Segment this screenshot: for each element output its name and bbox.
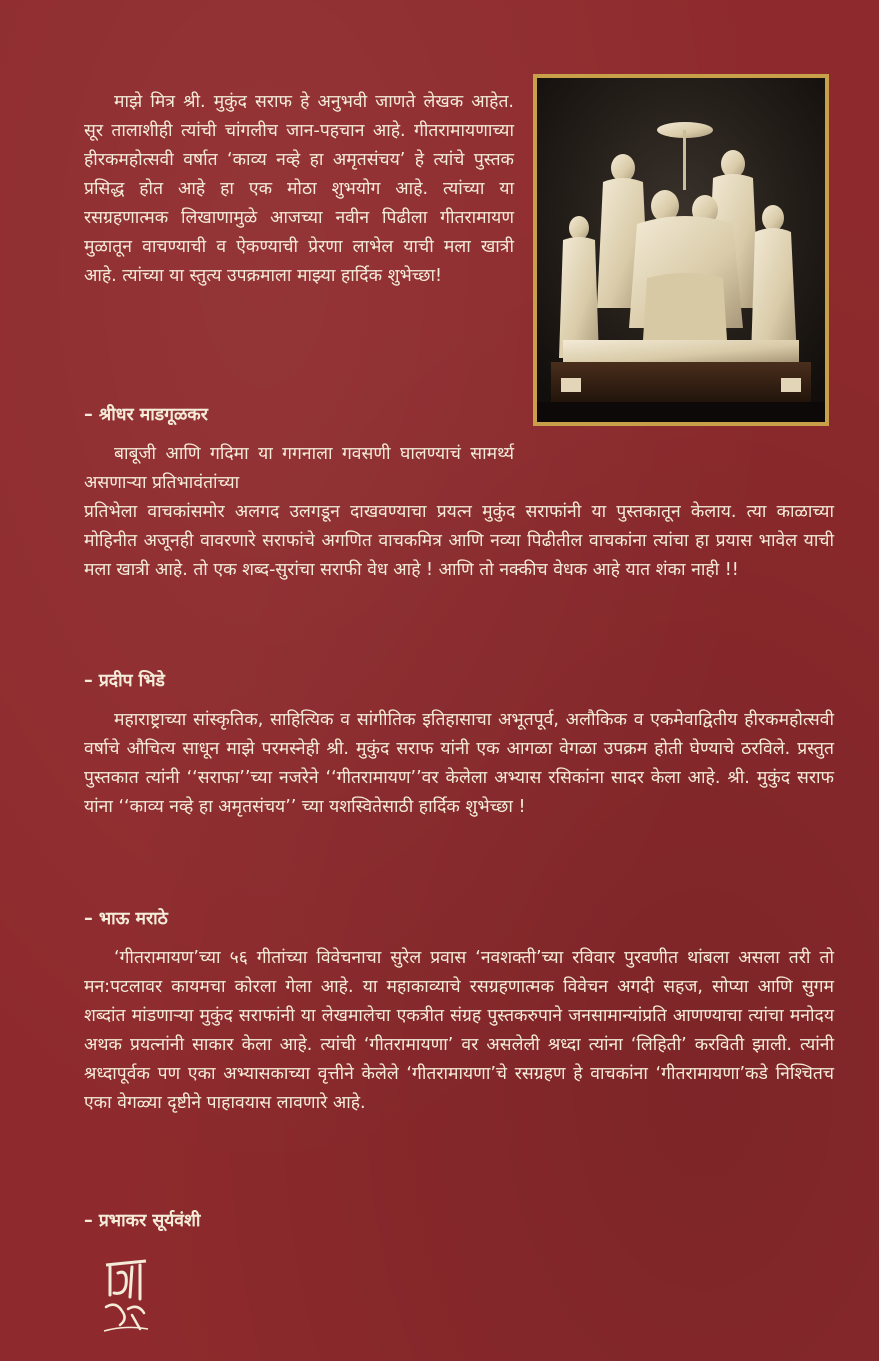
quote-4-text: [84, 944, 834, 1118]
quote-2-author: – प्रदीप भिडे: [84, 671, 165, 691]
quote-2-text-rest: [84, 498, 834, 585]
quote-3-author: – भाऊ मराठे: [84, 909, 168, 929]
quote-2-paragraph-rest: प्रतिभेला वाचकांसमोर अलगद उलगडून दाखवण्याचा प्रयत्न मुकुंद सराफांनी या पुस्तकातून केलाय. त्या काळाच्या मोहिनीत अजूनही वावरणारे सराफांचे अगणित वाचकमित्र आणि नव्या पिढीतील वाचकांना त्यांचा हा प्रयास भावेल याची मला खात्री आहे. तो एक शब्द-सुरांचा सराफी वेध आहे ! आणि तो नक्कीच वेधक आहे यात शंका नाही !!: [84, 502, 834, 580]
quote-4-paragraph: ‘गीतरामायण’च्या ५६ गीतांच्या विवेचनाचा सुरेल प्रवास ‘नवशक्ती’च्या रविवार पुरवणीत थांबला असला तरी तो मन:पटलावर कायमचा कोरला गेला आहे. या महाकाव्याचे रसग्रहणात्मक विवेचन अगदी सहज, सोप्या आणि सुगम शब्दांत मांडणाऱ्या मुकुंद सराफांनी या लेखमालेचा एकत्रीत संग्रह पुस्तकरुपाने जनसामान्यांप्रति आणण्याचा त्यांचा मनोदय अथक प्रयत्नांनी साकार केला आहे. त्यांची ‘गीतरामायणा’ वर असलेली श्रध्दा त्यांना ‘लिहिती’ करविती झाली. त्यांनी श्रध्दापूर्वक पण एका अभ्यासकाच्या वृत्तीने केलेले ‘गीतरामायणा’चे रसग्रहण हे वाचकांना ‘गीतरामायणा’कडे निश्चितच एका वेगळ्या दृष्टीने पाहावयास लावणारे आहे.: [84, 948, 834, 1113]
vijay-prakashan-logo-icon: [100, 1255, 152, 1335]
quote-4-author: – प्रभाकर सूर्यवंशी: [84, 1211, 201, 1231]
quote-2-paragraph-top: बाबूजी आणि गदिमा या गगनाला गवसणी घालण्याचं सामर्थ्य असणाऱ्या प्रतिभावंतांच्या: [84, 444, 514, 493]
quote-1-paragraph: माझे मित्र श्री. मुकुंद सराफ हे अनुभवी जाणते लेखक आहेत. सूर तालाशीही त्यांची चांगलीच जान-पहचान आहे. गीतरामायणाच्या हीरकमहोत्सवी वर्षात ‘काव्य नव्हे हा अमृतसंचय’ हे त्यांचे पुस्तक प्रसिद्ध होत आहे हा एक मोठा शुभयोग आहे. त्यांच्या या रसग्रहणात्मक लिखाणामुळे आजच्या नवीन पिढीला गीतरामायण मुळातून वाचण्याची व ऐकण्याची प्रेरणा लाभेल याची मला खात्री आहे. त्यांच्या या स्तुत्य उपक्रमाला माझ्या हार्दिक शुभेच्छा!: [84, 92, 514, 286]
idol-photo: [533, 74, 829, 426]
quote-1-author: – श्रीधर माडगूळकर: [84, 405, 208, 425]
quote-3-paragraph: महाराष्ट्राच्या सांस्कृतिक, साहित्यिक व सांगीतिक इतिहासाचा अभूतपूर्व, अलौकिक व एकमेवाद्वितीय हीरकमहोत्सवी वर्षाचे औचित्य साधून माझे परमस्नेही श्री. मुकुंद सराफ यांनी एक आगळा वेगळा उपक्रम होती घेण्याचे ठरविले. प्रस्तुत पुस्तकात त्यांनी ‘‘सराफा’’च्या नजरेने ‘‘गीतरामायण’’वर केलेला अभ्यास रसिकांना सादर केला आहे. श्री. मुकुंद सराफ यांना ‘‘काव्य नव्हे हा अमृतसंचय’’ च्या यशस्वितेसाठी हार्दिक शुभेच्छा !: [84, 710, 834, 817]
quote-3-text: [84, 706, 834, 822]
ram-panchayatan-idol-image: [537, 78, 825, 422]
quote-1-text: [84, 88, 514, 291]
quote-2-text-top: [84, 440, 514, 498]
publisher-logo: [100, 1255, 152, 1335]
